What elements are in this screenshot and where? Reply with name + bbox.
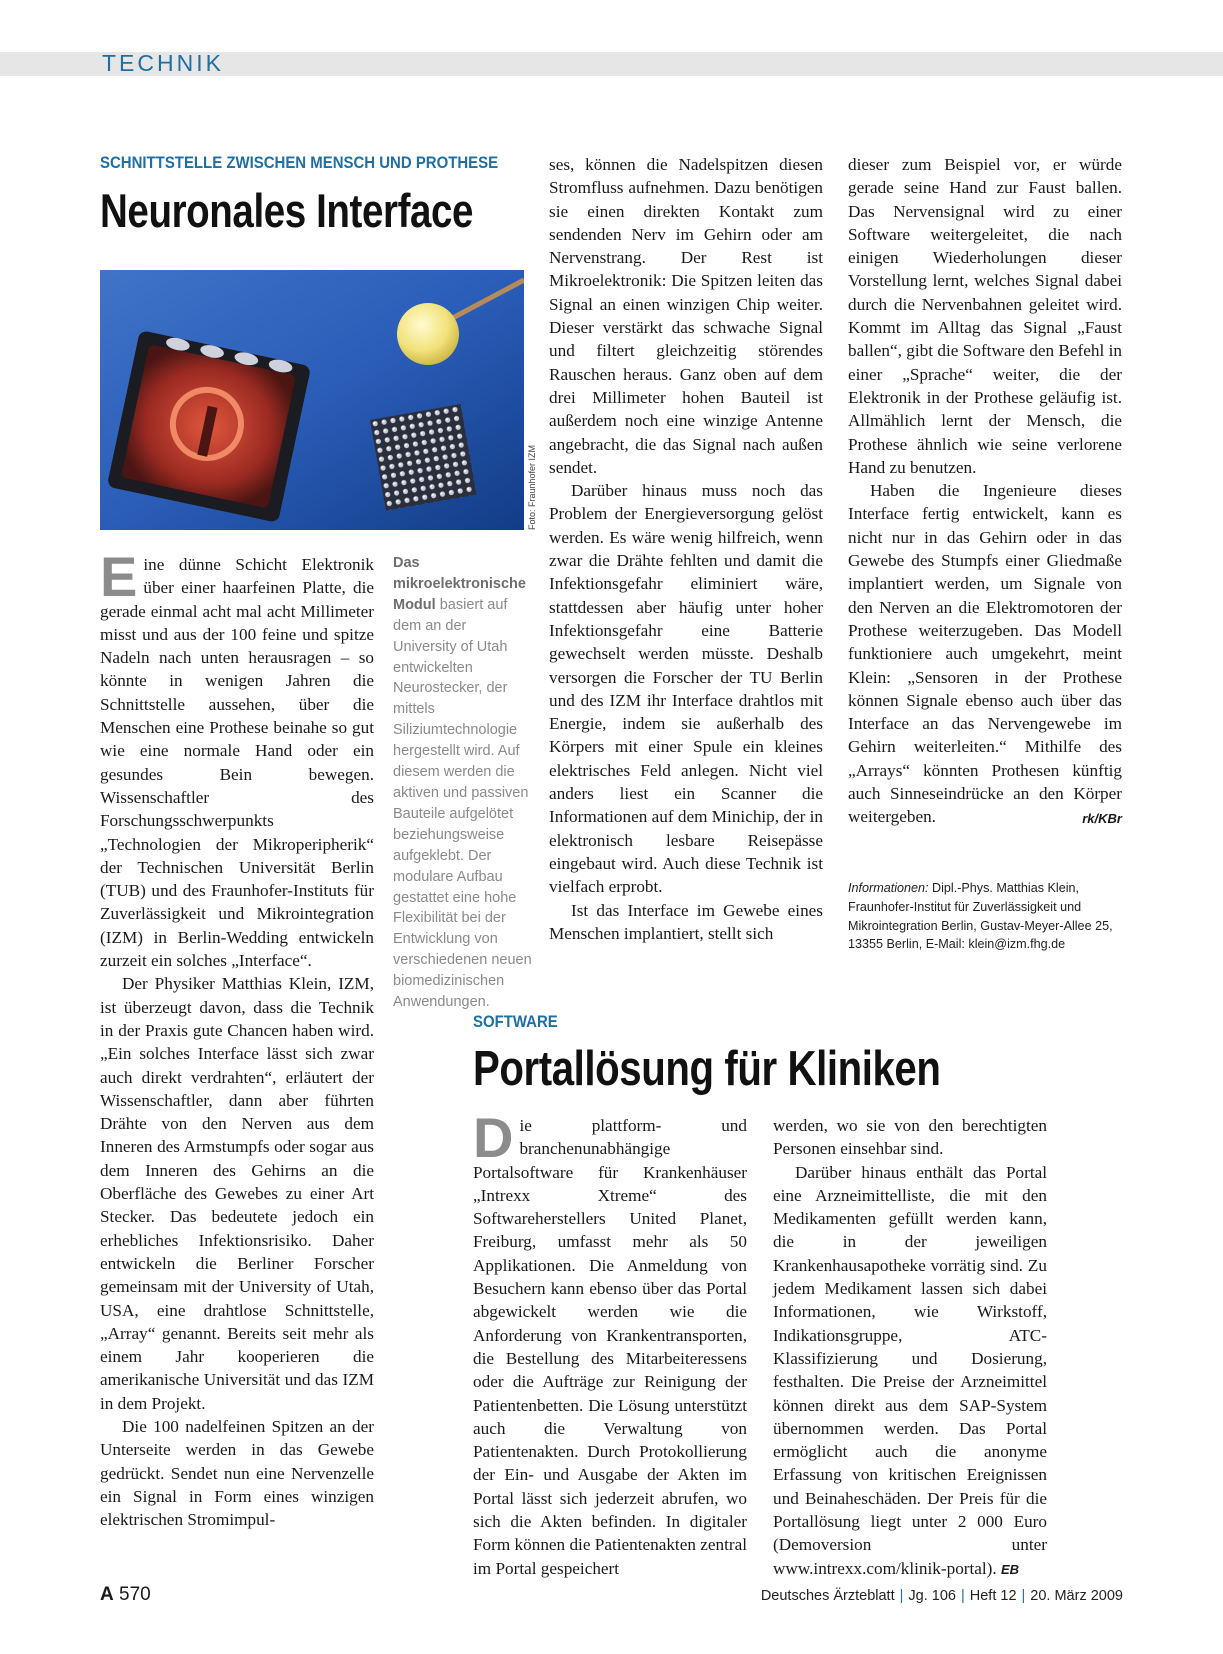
journal-date: 20. März 2009 (1030, 1588, 1123, 1604)
article1-title: Neuronales Interface (100, 184, 474, 237)
article2-kicker: SOFTWARE (473, 1012, 558, 1031)
photo-caption (393, 553, 533, 1013)
journal-name: Deutsches Ärzteblatt (760, 1588, 895, 1604)
article1-paragraph: Der Physiker Matthias Klein, IZM, ist überzeugt davon, dass die Technik in der Praxis gute Chancen haben wird. „Ein solches Interface lässt sich zwar auch direkt verdrahten“, erläutert der Wissenschaftler, dann aber führten Drähte von den Nerven aus dem Inneren des Armstumpfs oder sogar aus dem Inneren des Gehirns an die Oberfläche des Gewebes zu einer Art Stecker. Das bedeutete jedoch ein erhebliches Infektionsrisiko. Daher entwickeln die Berliner Forscher gemeinsam mit der University of Utah, USA, eine drahtlose Schnittstelle, „Array“ genannt. Bereits seit mehr als einem Jahr kooperieren die amerikanische Universität und das IZM in dem Projekt. (100, 974, 374, 1413)
journal-issue: Heft 12 (969, 1588, 1017, 1604)
dropcap: E (100, 545, 138, 608)
article2-column-2 (773, 1114, 1047, 1581)
article1-column-1 (100, 545, 374, 1531)
article2-paragraph: Die plattform- und branchenunabhängige Portalsoftware für Krankenhäuser „Intrexx Xtreme“ des Softwareherstellers United Planet, Freiburg, umfasst mehr als 50 Applikationen. Die Anmeldung von Besuchern kann ebenso über das Portal abgewickelt werden wie die Anforderung von Krankentransporten, die Bestellung des Mitarbeiteressens oder die Aufträge zur Reinigung der Patientenbetten. Die Lösung unterstützt auch die Verwaltung von Patientenakten. Durch Protokollierung der Ein- und Ausgabe der Akten im Portal lässt sich jederzeit abrufen, wo sich die Akten befinden. In digitaler Form können die Patientenakten zentral im Portal gespeichert (473, 1106, 747, 1578)
article1-paragraph: Eine dünne Schicht Elektronik über einer haarfeinen Platte, die gerade einmal acht mal acht Millimeter misst und aus der 100 feine und spitze Nadeln nach unten herausragen – so könnte in wenigen Jahren die Schnittstelle aussehen, über die Menschen eine Prothese beinahe so gut wie eine normale Hand oder ein gesundes Bein bewegen. Wissenschaftler des Forschungsschwerpunkts „Technologien der Mikroperipherik“ der Technischen Universität Berlin (TUB) und des Fraunhofer-Instituts für Zuverlässigkeit und Mikrointegration (IZM) in Berlin-Wedding entwickeln zurzeit ein solches „Interface“. (100, 545, 374, 971)
article2-column-1 (473, 1106, 747, 1580)
author-signature: EB (1001, 1561, 1020, 1577)
photo-credit: Foto: Fraunhofer IZM (527, 444, 537, 530)
section-label: TECHNIK (102, 50, 224, 76)
author-signature: rk/KBr (1082, 811, 1122, 827)
article2-paragraph: Darüber hinaus enthält das Portal eine Arzneimittelliste, die mit den Medikamenten gefüllt werden kann, die in der jeweiligen Krankenhausapotheke vorrätig sind. Zu jedem Medikament lassen sich dabei Informationen, wie Wirkstoff, Indikationsgruppe, ATC-Klassifizierung und Dosierung, festhalten. Die Preise der Arzneimittel können direkt aus dem SAP-System übernommen werden. Das Portal ermöglicht auch die anonyme Erfassung von kritischen Ereignissen und Beinaheschäden. Der Preis für die Portallösung liegt unter 2 000 Euro (Demoversion unter www.intrexx.com/klinik-portal). EB (773, 1162, 1047, 1578)
caption-lead: Das mikroelektronische Modul (393, 555, 526, 613)
info-text: Dipl.-Phys. Matthias Klein, Fraunhofer-Institut für Zuverlässigkeit und Mikrointegration Berlin, Gustav-Meyer-Allee 25, 13355 Berlin, E-Mail: klein@izm.fhg.de (848, 881, 1113, 952)
dropcap: D (473, 1106, 514, 1169)
info-label: Informationen: (848, 881, 929, 895)
article1-paragraph: dieser zum Beispiel vor, er würde gerade seine Hand zur Faust ballen. Das Nervensignal wird zu einer Software weitergeleitet, die nach einigen Wiederholungen dieser Vorstellung lernt, welches Signal dabei durch die Nervenbahnen geleitet wird. Kommt im Alltag das Signal „Faust ballen“, gibt die Software den Befehl in einer „Sprache“ weiter, die der Elektronik in der Prothese geläufig ist. Allmählich lernt der Mensch, die Prothese ähnlich wie seine verlorene Hand zu benutzen. (848, 155, 1122, 477)
article2-title: Portallösung für Kliniken (473, 1042, 941, 1096)
article1-column-3 (549, 153, 823, 945)
article1-paragraph: Darüber hinaus muss noch das Problem der Energieversorgung gelöst werden. Es wäre wenig hilfreich, wenn zwar die Drähte fehlten und damit die Infektionsgefahr eliminiert wäre, stattdessen aber häufig unter hoher Infektionsgefahr eine Batterie gewechselt werden müsste. Deshalb versorgen die Forscher der TU Berlin und des IZM ihr Interface drahtlos mit Energie, indem sie außerhalb des Körpers mit einer Spule ein kleines elektrisches Feld anlegen. Nicht viel anders liest ein Scanner die Informationen auf dem Minichip, der in elektronisch lesbare Reisepässe eingebaut wird. Auch diese Technik ist vielfach erprobt. (549, 481, 823, 897)
article1-kicker: SCHNITTSTELLE ZWISCHEN MENSCH UND PROTHESE (100, 153, 499, 172)
contact-info (848, 879, 1123, 954)
article2-paragraph: werden, wo sie von den berechtigten Personen einsehbar sind. (773, 1116, 1047, 1159)
article-photo-chip-module (100, 270, 524, 530)
journal-footer: Deutsches Ärzteblatt | Jg. 106 | Heft 12 | 20. März 2009 (760, 1588, 1123, 1604)
journal-volume: Jg. 106 (908, 1588, 956, 1604)
article1-paragraph: ses, können die Nadelspitzen diesen Stromfluss aufnehmen. Dazu benötigen sie einen direkten Kontakt zum sendenden Nerv im Gehirn oder am Nervenstrang. Der Rest ist Mikroelektronik: Die Spitzen leiten das Signal an einen winzigen Chip weiter. Dieser verstärkt das schwache Signal und filtert gleichzeitig störendes Rauschen heraus. Ganz oben auf dem drei Millimeter hohen Bauteil ist außerdem noch eine winzige Antenne angebracht, die das Signal nach außen sendet. (549, 155, 823, 477)
article1-paragraph: Die 100 nadelfeinen Spitzen an der Unterseite werden in das Gewebe gedrückt. Sendet nun eine Nervenzelle ein Signal in Form eines winzigen elektrischen Stromimpul- (100, 1416, 374, 1530)
article1-paragraph: Haben die Ingenieure dieses Interface fertig entwickelt, kann es nicht nur in das Gehirn oder in das Gewebe des Stumpfs einer Gliedmaße implantiert werden, um Signale von den Nerven an die Elektromotoren der Prothese weiterzugeben. Das Modell funktioniere auch umgekehrt, meint Klein: „Sensoren in der Prothese können Signale ebenso auch über das Interface an das Nervengewebe im Gehirn weiterleiten.“ Mithilfe des „Arrays“ könnten Prothesen künftig auch Sinneseindrücke an den Körper weitergeben. rk/KBr (848, 479, 1122, 828)
caption-text: basiert auf dem an der University of Utah entwickelten Neurostecker, der mittels Siliziumtechnologie hergestellt wird. Auf diesem werden die aktiven und passiven Bauteile aufgelötet beziehungsweise aufgeklebt. Der modulare Aufbau gestattet eine hohe Flexibilität bei der Entwicklung von verschiedenen neuen biomedizinischen Anwendungen. (393, 596, 532, 1011)
article1-paragraph: Ist das Interface im Gewebe eines Menschen implantiert, stellt sich (549, 900, 823, 943)
article1-column-4 (848, 153, 1122, 831)
page-number: A 570 (100, 1584, 151, 1605)
